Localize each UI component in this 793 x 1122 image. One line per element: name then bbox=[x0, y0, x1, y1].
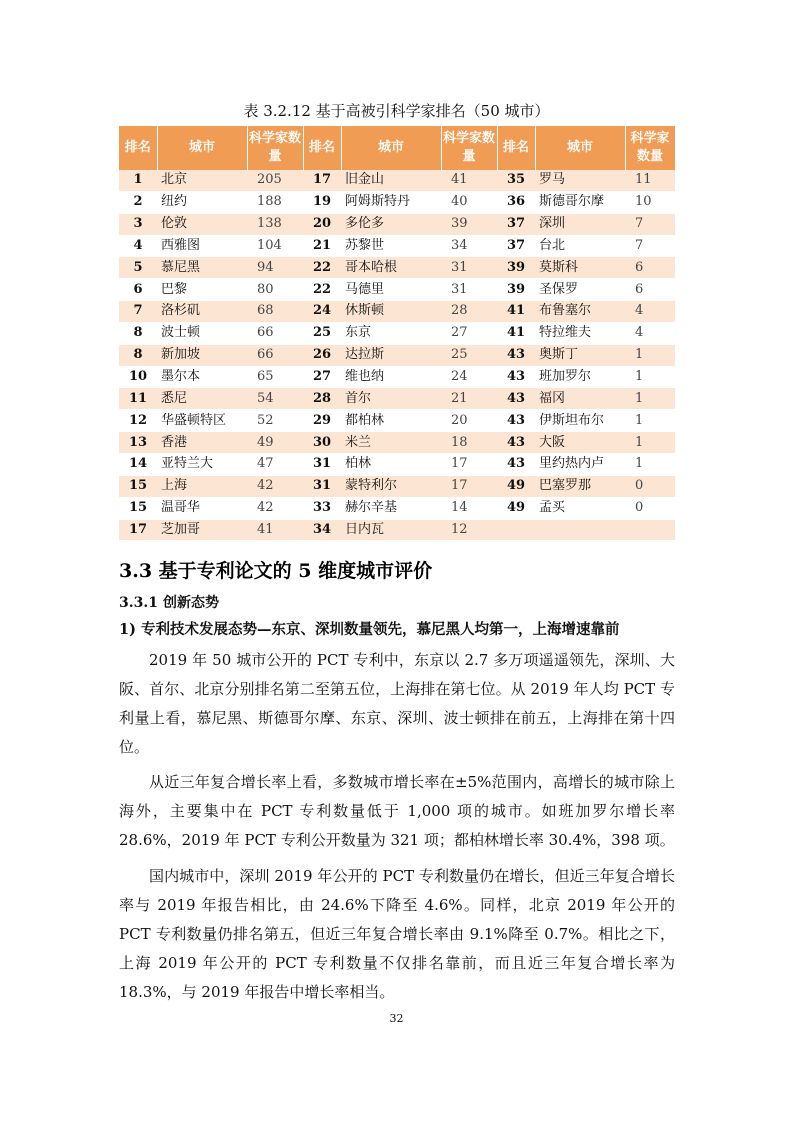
city-cell: 都柏林 bbox=[341, 410, 441, 432]
table-row bbox=[119, 344, 675, 366]
count-cell: 104 bbox=[247, 235, 303, 257]
rank-cell: 24 bbox=[303, 301, 341, 323]
rank-cell: 17 bbox=[119, 519, 157, 541]
table-body bbox=[119, 170, 675, 541]
city-cell: 上海 bbox=[157, 475, 247, 497]
rank-cell: 13 bbox=[119, 432, 157, 454]
paragraph: 从近三年复合增长率上看，多数城市增长率在±5%范围内，高增长的城市除上海外，主要集中在 PCT 专利数量低于 1,000 项的城市。如班加罗尔增长率 28.6%，2019 年 PCT 专利公开数量为 321 项；都柏林增长率 30.4%，398 项。 bbox=[119, 773, 675, 849]
count-cell: 24 bbox=[441, 366, 497, 388]
count-cell: 49 bbox=[247, 432, 303, 454]
rank-cell: 22 bbox=[303, 279, 341, 301]
rank-cell: 37 bbox=[497, 213, 535, 235]
table-row bbox=[119, 497, 675, 519]
city-cell: 苏黎世 bbox=[341, 235, 441, 257]
table-row bbox=[119, 519, 675, 541]
rank-cell: 25 bbox=[303, 322, 341, 344]
header-count: 科学家数量 bbox=[625, 126, 675, 170]
subsection-title: 创新态势 bbox=[163, 595, 219, 611]
count-cell: 1 bbox=[625, 453, 675, 475]
count-cell: 54 bbox=[247, 388, 303, 410]
table-row bbox=[119, 366, 675, 388]
rank-cell: 12 bbox=[119, 410, 157, 432]
rank-cell: 43 bbox=[497, 432, 535, 454]
count-cell: 14 bbox=[441, 497, 497, 519]
city-cell: 罗马 bbox=[535, 170, 625, 191]
rank-cell: 37 bbox=[497, 235, 535, 257]
count-cell: 205 bbox=[247, 170, 303, 191]
rank-cell: 27 bbox=[303, 366, 341, 388]
city-cell: 墨尔本 bbox=[157, 366, 247, 388]
city-cell: 柏林 bbox=[341, 453, 441, 475]
rank-cell: 34 bbox=[303, 519, 341, 541]
rank-cell: 5 bbox=[119, 257, 157, 279]
city-cell: 蒙特利尔 bbox=[341, 475, 441, 497]
rank-cell: 49 bbox=[497, 497, 535, 519]
rank-cell: 2 bbox=[119, 191, 157, 213]
header-count: 科学家数量 bbox=[247, 126, 303, 170]
city-cell: 华盛顿特区 bbox=[157, 410, 247, 432]
city-cell: 里约热内卢 bbox=[535, 453, 625, 475]
count-cell: 18 bbox=[441, 432, 497, 454]
count-cell: 0 bbox=[625, 497, 675, 519]
rank-cell: 29 bbox=[303, 410, 341, 432]
count-cell: 188 bbox=[247, 191, 303, 213]
count-cell: 1 bbox=[625, 432, 675, 454]
city-cell: 波士顿 bbox=[157, 322, 247, 344]
count-cell: 42 bbox=[247, 497, 303, 519]
rank-cell: 19 bbox=[303, 191, 341, 213]
count-cell: 17 bbox=[441, 475, 497, 497]
city-cell: 布鲁塞尔 bbox=[535, 301, 625, 323]
city-cell: 首尔 bbox=[341, 388, 441, 410]
table-row bbox=[119, 322, 675, 344]
rank-cell: 14 bbox=[119, 453, 157, 475]
rank-cell: 15 bbox=[119, 497, 157, 519]
city-cell: 多伦多 bbox=[341, 213, 441, 235]
rank-cell: 43 bbox=[497, 453, 535, 475]
header-rank: 排名 bbox=[119, 126, 157, 170]
subsection-heading bbox=[119, 592, 219, 612]
count-cell: 11 bbox=[625, 170, 675, 191]
rank-cell: 30 bbox=[303, 432, 341, 454]
count-cell: 94 bbox=[247, 257, 303, 279]
city-cell: 斯德哥尔摩 bbox=[535, 191, 625, 213]
rank-cell: 7 bbox=[119, 301, 157, 323]
paragraph: 2019 年 50 城市公开的 PCT 专利中，东京以 2.7 多万项遥遥领先，深圳、大阪、首尔、北京分别排名第二至第五位，上海排在第七位。从 2019 年人均 PCT 专利量上看，慕尼黑、斯德哥尔摩、东京、深圳、波士顿排在前五，上海排在第十四位。 bbox=[119, 651, 675, 756]
city-cell: 纽约 bbox=[157, 191, 247, 213]
rank-cell: 41 bbox=[497, 322, 535, 344]
rank-cell: 41 bbox=[497, 301, 535, 323]
count-cell: 31 bbox=[441, 279, 497, 301]
rank-cell: 39 bbox=[497, 257, 535, 279]
city-cell: 巴塞罗那 bbox=[535, 475, 625, 497]
count-cell: 52 bbox=[247, 410, 303, 432]
city-cell: 莫斯科 bbox=[535, 257, 625, 279]
rank-cell: 4 bbox=[119, 235, 157, 257]
count-cell: 138 bbox=[247, 213, 303, 235]
count-cell: 40 bbox=[441, 191, 497, 213]
count-cell: 65 bbox=[247, 366, 303, 388]
rank-cell: 31 bbox=[303, 475, 341, 497]
city-cell: 西雅图 bbox=[157, 235, 247, 257]
city-cell: 台北 bbox=[535, 235, 625, 257]
city-cell: 新加坡 bbox=[157, 344, 247, 366]
rank-cell: 43 bbox=[497, 410, 535, 432]
table-header-row bbox=[119, 126, 675, 170]
count-cell: 10 bbox=[625, 191, 675, 213]
city-cell: 洛杉矶 bbox=[157, 301, 247, 323]
city-cell: 日内瓦 bbox=[341, 519, 441, 541]
header-city: 城市 bbox=[341, 126, 441, 170]
city-cell: 特拉维夫 bbox=[535, 322, 625, 344]
table-row bbox=[119, 453, 675, 475]
city-cell: 赫尔辛基 bbox=[341, 497, 441, 519]
count-cell: 21 bbox=[441, 388, 497, 410]
count-cell: 41 bbox=[441, 170, 497, 191]
paragraph: 国内城市中，深圳 2019 年公开的 PCT 专利数量仍在增长，但近三年复合增长率与 2019 年报告相比，由 24.6%下降至 4.6%。同样，北京 2019 年公开的 PCT 专利数量仍排名第五，但近三年复合增长率由 9.1%降至 0.7%。相比之下，上海 2019 年公开的 PCT 专利数量不仅排名靠前，而且近三年复合增长率为 18.3%，与 2019 年报告中增长率相当。 bbox=[119, 867, 675, 1001]
count-cell: 34 bbox=[441, 235, 497, 257]
city-cell: 芝加哥 bbox=[157, 519, 247, 541]
city-cell: 米兰 bbox=[341, 432, 441, 454]
table-row bbox=[119, 170, 675, 191]
city-cell: 维也纳 bbox=[341, 366, 441, 388]
count-cell: 1 bbox=[625, 410, 675, 432]
city-cell: 北京 bbox=[157, 170, 247, 191]
city-cell: 圣保罗 bbox=[535, 279, 625, 301]
count-cell: 12 bbox=[441, 519, 497, 541]
table-row bbox=[119, 257, 675, 279]
rank-cell: 8 bbox=[119, 322, 157, 344]
count-cell: 41 bbox=[247, 519, 303, 541]
city-cell: 班加罗尔 bbox=[535, 366, 625, 388]
rank-cell: 43 bbox=[497, 388, 535, 410]
city-cell: 深圳 bbox=[535, 213, 625, 235]
city-cell: 伦敦 bbox=[157, 213, 247, 235]
city-cell: 福冈 bbox=[535, 388, 625, 410]
count-cell: 27 bbox=[441, 322, 497, 344]
rank-cell: 22 bbox=[303, 257, 341, 279]
table-caption: 表 3.2.12 基于高被引科学家排名（50 城市） bbox=[243, 102, 550, 120]
city-cell: 香港 bbox=[157, 432, 247, 454]
rank-cell: 8 bbox=[119, 344, 157, 366]
count-cell: 4 bbox=[625, 301, 675, 323]
rank-cell bbox=[497, 519, 535, 541]
rank-cell: 43 bbox=[497, 366, 535, 388]
city-cell: 悉尼 bbox=[157, 388, 247, 410]
city-cell: 休斯顿 bbox=[341, 301, 441, 323]
rank-cell: 15 bbox=[119, 475, 157, 497]
section-heading: 3.3 基于专利论文的 5 维度城市评价 bbox=[119, 560, 433, 582]
table-row bbox=[119, 191, 675, 213]
count-cell: 6 bbox=[625, 257, 675, 279]
table-row bbox=[119, 432, 675, 454]
city-cell: 阿姆斯特丹 bbox=[341, 191, 441, 213]
header-rank: 排名 bbox=[497, 126, 535, 170]
rank-cell: 20 bbox=[303, 213, 341, 235]
count-cell: 4 bbox=[625, 322, 675, 344]
count-cell: 47 bbox=[247, 453, 303, 475]
rank-cell: 31 bbox=[303, 453, 341, 475]
header-city: 城市 bbox=[157, 126, 247, 170]
count-cell: 28 bbox=[441, 301, 497, 323]
count-cell: 66 bbox=[247, 344, 303, 366]
table-row bbox=[119, 301, 675, 323]
count-cell: 42 bbox=[247, 475, 303, 497]
table-row bbox=[119, 410, 675, 432]
rank-cell: 21 bbox=[303, 235, 341, 257]
rank-cell: 6 bbox=[119, 279, 157, 301]
table-row bbox=[119, 475, 675, 497]
city-cell: 大阪 bbox=[535, 432, 625, 454]
page-number: 32 bbox=[389, 1012, 404, 1025]
ranking-table bbox=[119, 126, 676, 541]
table-row bbox=[119, 388, 675, 410]
count-cell: 25 bbox=[441, 344, 497, 366]
count-cell: 39 bbox=[441, 213, 497, 235]
rank-cell: 33 bbox=[303, 497, 341, 519]
rank-cell: 11 bbox=[119, 388, 157, 410]
count-cell: 0 bbox=[625, 475, 675, 497]
city-cell: 巴黎 bbox=[157, 279, 247, 301]
rank-cell: 36 bbox=[497, 191, 535, 213]
count-cell: 31 bbox=[441, 257, 497, 279]
count-cell: 1 bbox=[625, 388, 675, 410]
city-cell: 达拉斯 bbox=[341, 344, 441, 366]
header-count: 科学家数量 bbox=[441, 126, 497, 170]
count-cell: 20 bbox=[441, 410, 497, 432]
count-cell: 6 bbox=[625, 279, 675, 301]
rank-cell: 39 bbox=[497, 279, 535, 301]
count-cell: 7 bbox=[625, 213, 675, 235]
city-cell: 伊斯坦布尔 bbox=[535, 410, 625, 432]
count-cell: 80 bbox=[247, 279, 303, 301]
rank-cell: 10 bbox=[119, 366, 157, 388]
rank-cell: 1 bbox=[119, 170, 157, 191]
count-cell: 17 bbox=[441, 453, 497, 475]
rank-cell: 49 bbox=[497, 475, 535, 497]
city-cell bbox=[535, 519, 625, 541]
table-row bbox=[119, 213, 675, 235]
header-city: 城市 bbox=[535, 126, 625, 170]
subsection-number: 3.3.1 bbox=[119, 595, 158, 611]
count-cell: 1 bbox=[625, 344, 675, 366]
rank-cell: 35 bbox=[497, 170, 535, 191]
city-cell: 马德里 bbox=[341, 279, 441, 301]
city-cell: 亚特兰大 bbox=[157, 453, 247, 475]
table-row bbox=[119, 279, 675, 301]
count-cell: 66 bbox=[247, 322, 303, 344]
rank-cell: 28 bbox=[303, 388, 341, 410]
rank-cell: 26 bbox=[303, 344, 341, 366]
count-cell: 68 bbox=[247, 301, 303, 323]
city-cell: 东京 bbox=[341, 322, 441, 344]
city-cell: 奥斯丁 bbox=[535, 344, 625, 366]
city-cell: 旧金山 bbox=[341, 170, 441, 191]
header-rank: 排名 bbox=[303, 126, 341, 170]
rank-cell: 17 bbox=[303, 170, 341, 191]
subsubsection-heading: 1) 专利技术发展态势—东京、深圳数量领先，慕尼黑人均第一，上海增速靠前 bbox=[119, 621, 620, 638]
city-cell: 温哥华 bbox=[157, 497, 247, 519]
count-cell: 7 bbox=[625, 235, 675, 257]
city-cell: 慕尼黑 bbox=[157, 257, 247, 279]
rank-cell: 43 bbox=[497, 344, 535, 366]
rank-cell: 3 bbox=[119, 213, 157, 235]
count-cell bbox=[625, 519, 675, 541]
city-cell: 哥本哈根 bbox=[341, 257, 441, 279]
table-row bbox=[119, 235, 675, 257]
count-cell: 1 bbox=[625, 366, 675, 388]
city-cell: 孟买 bbox=[535, 497, 625, 519]
